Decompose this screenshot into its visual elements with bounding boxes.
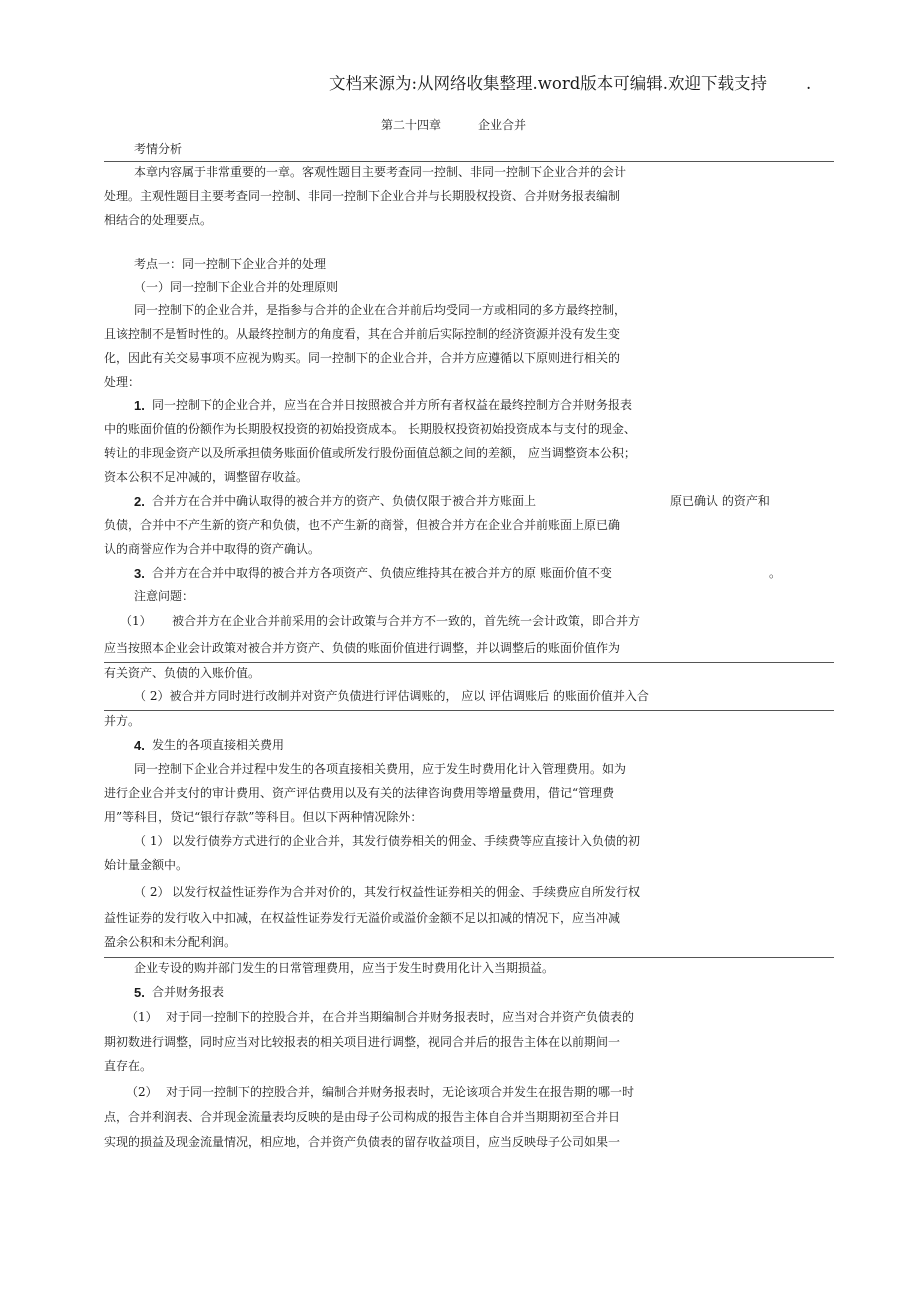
note-text: 有关资产、负债的入账价值。	[104, 666, 261, 680]
chapter-title: 企业合并	[478, 118, 527, 132]
exception-number: （ 2）	[134, 885, 170, 899]
point-number: 3.	[134, 566, 145, 581]
point-text: 资本公积不足冲减的，调整留存收益。	[104, 470, 309, 484]
principle-line: 同一控制下的企业合并，是指参与合并的企业在合并前后均受同一方或相同的多方最终控制，	[134, 303, 627, 317]
divider-line	[104, 957, 834, 958]
subpoint-text: 对于同一控制下的控股合并，在合并当期编制合并财务报表时，应当对合并资产负债表的	[166, 1010, 635, 1024]
exception-text: 以发行债券方式进行的企业合并，其发行债券相关的佣金、手续费等应直接计入负债的初	[172, 834, 641, 848]
subpoint-text: 对于同一控制下的控股合并，编制合并财务报表时，无论该项合并发生在报告期的哪一时	[166, 1085, 635, 1099]
principle-line: 化，因此有关交易事项不应视为购买。同一控制下的企业合并，合并方应遵循以下原则进行相关的	[104, 351, 621, 365]
note-label: 注意问题：	[134, 589, 195, 603]
intro-line: 相结合的处理要点。	[104, 213, 213, 227]
exception-number: （ 1）	[134, 834, 170, 848]
principle-line: 且该控制不是暂时性的。从最终控制方的角度看，其在合并前后实际控制的经济资源并没有发生变	[104, 327, 621, 341]
section-label: 考情分析	[134, 142, 183, 156]
point-text: 负债，合并中不产生新的资产和负债，也不产生新的商誉，但被合并方在企业合并前账面上原已确	[104, 518, 621, 532]
kp1-title: 考点一：同一控制下企业合并的处理	[134, 257, 327, 271]
point-text: 合并方在合并中确认取得的被合并方的资产、负债仅限于被合并方账面上	[152, 494, 537, 508]
chapter-number: 第二十四章	[381, 118, 442, 132]
point-text: 同一控制下的企业合并，应当在合并日按照被合并方所有者权益在最终控制方合并财务报表	[152, 398, 633, 412]
point-text: 中的账面价值的份额作为长期股权投资的初始投资成本。 长期股权投资初始投资成本与支付的现金、	[104, 422, 636, 436]
exception-text: 益性证券的发行收入中扣减，在权益性证券发行无溢价或溢价金额不足以扣减的情况下，应当冲减	[104, 911, 621, 925]
note-text: 并方。	[104, 714, 141, 728]
subpoint-text: 直存在。	[104, 1059, 153, 1073]
kp1-subtitle: （一）同一控制下企业合并的处理原则	[134, 280, 339, 294]
subpoint-text: 期初数进行调整，同时应当对比较报表的相关项目进行调整，视同合并后的报告主体在以前期间一	[104, 1035, 621, 1049]
subpoint-number: （2）	[126, 1085, 158, 1099]
point-number: 5.	[134, 985, 145, 1000]
point-text-tail: 。	[769, 566, 782, 580]
exception-text: 盈余公积和未分配利润。	[104, 935, 237, 949]
note-text: （ 2）被合并方同时进行改制并对资产负债进行评估调账的， 应以 评估调账后 的账面价值并入合	[134, 689, 649, 703]
banner-dot: .	[806, 74, 812, 93]
point-heading: 发生的各项直接相关费用	[152, 738, 285, 752]
point-number: 4.	[134, 738, 145, 753]
subpoint-text: 实现的损益及现金流量情况，相应地，合并资产负债表的留存收益项目，应当反映母子公司如果一	[104, 1135, 621, 1149]
intro-line: 处理。主观性题目主要考查同一控制、非同一控制下企业合并与长期股权投资、合并财务报表编制	[104, 189, 621, 203]
point-text: 企业专设的购并部门发生的日常管理费用，应当于发生时费用化计入当期损益。	[134, 961, 555, 975]
exception-text: 始计量金额中。	[104, 858, 189, 872]
principle-line: 处理：	[104, 375, 141, 389]
point-text-tail: 原已确认 的资产和	[670, 494, 770, 508]
divider-line	[104, 710, 834, 711]
point-text: 认的商誉应作为合并中取得的资产确认。	[104, 542, 321, 556]
intro-line: 本章内容属于非常重要的一章。客观性题目主要考查同一控制、非同一控制下企业合并的会计	[134, 165, 627, 179]
note-text: 被合并方在企业合并前采用的会计政策与合并方不一致的，首先统一会计政策，即合并方	[172, 614, 641, 628]
document-source-banner: 文档来源为:从网络收集整理.word版本可编辑.欢迎下载支持	[329, 74, 768, 93]
subpoint-number: （1）	[126, 1010, 158, 1024]
subpoint-text: 点，合并利润表、合并现金流量表均反映的是由母子公司构成的报告主体自合并当期期初至合并日	[104, 1110, 621, 1124]
note-text: 应当按照本企业会计政策对被合并方资产、负债的账面价值进行调整，并以调整后的账面价值作为	[104, 641, 621, 655]
exception-text: 以发行权益性证券作为合并对价的，其发行权益性证券相关的佣金、手续费应自所发行权	[172, 885, 641, 899]
point-number: 1.	[134, 398, 145, 413]
point-text: 用”等科目，贷记“银行存款”等科目。但以下两种情况除外：	[104, 810, 423, 824]
point-text: 合并方在合并中取得的被合并方各项资产、负债应维持其在被合并方的原 账面价值不变	[152, 566, 612, 580]
point-heading: 合并财务报表	[152, 985, 225, 999]
divider-line	[104, 161, 834, 162]
point-text: 转让的非现金资产以及所承担债务账面价值或所发行股份面值总额之间的差额， 应当调整资本公积；	[104, 446, 636, 460]
point-text: 进行企业合并支付的审计费用、资产评估费用以及有关的法律咨询费用等增量费用，借记“管理费	[104, 786, 615, 800]
note-number: （1）	[120, 614, 152, 628]
divider-line	[104, 662, 834, 663]
point-number: 2.	[134, 494, 145, 509]
point-text: 同一控制下企业合并过程中发生的各项直接相关费用，应于发生时费用化计入管理费用。如为	[134, 762, 627, 776]
